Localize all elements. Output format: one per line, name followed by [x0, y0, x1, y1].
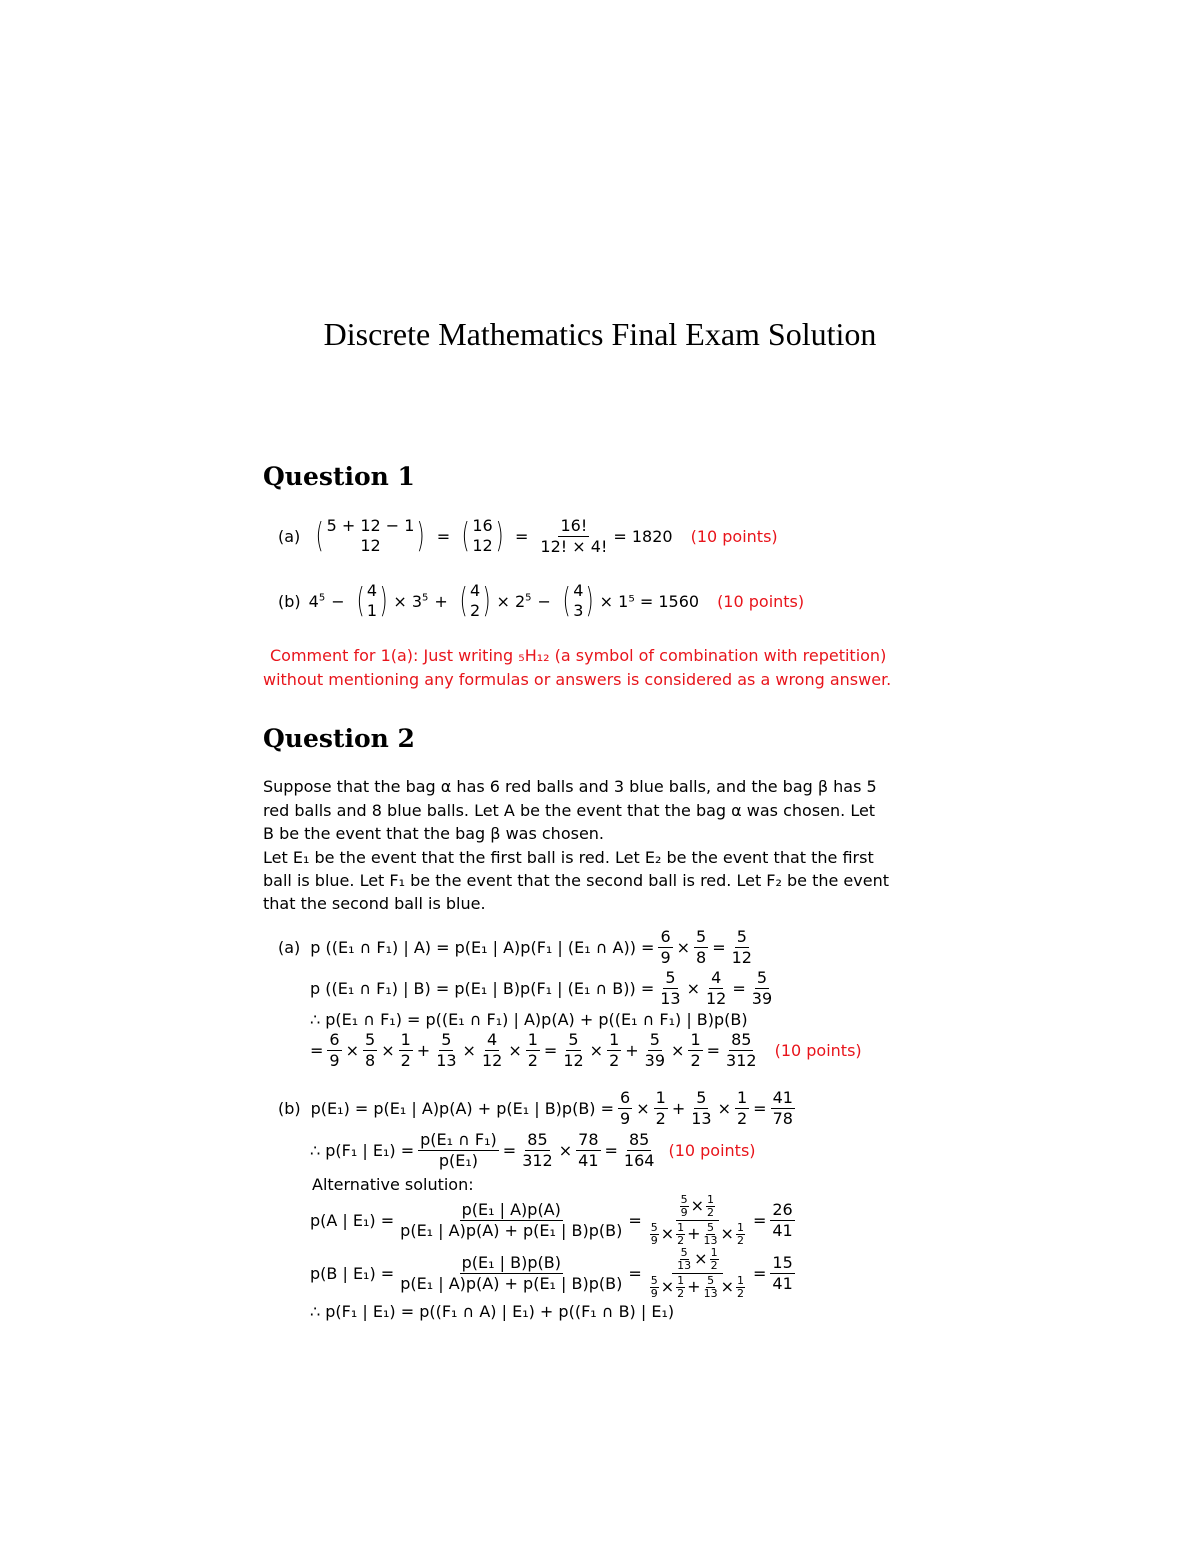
- q2b-eq1: p(E₁) = p(E₁ | A)p(A) + p(E₁ | B)p(B) =: [310, 1098, 615, 1118]
- q2-para-line: B be the event that the bag β was chosen.: [263, 824, 605, 843]
- factorial-fraction: $\frac{16!}{12! \times 4!}$: [540, 515, 608, 556]
- q1b-points: (10 points): [717, 591, 805, 611]
- q2a-line3: ∴ p(E₁ ∩ F₁) = p((E₁ ∩ F₁) | A)p(A) + p((E₁ ∩ F₁) | B)p(B): [310, 1010, 748, 1029]
- question-2-heading: Question 2: [263, 724, 415, 753]
- alt-pA-label: p(A | E₁) =: [310, 1210, 395, 1230]
- q2a-eq1: p ((E₁ ∩ F₁) | A) = p(E₁ | A)p(F₁ | (E₁ ∩ A)) =: [310, 937, 655, 957]
- page-title: Discrete Mathematics Final Exam Solution: [323, 316, 877, 352]
- q2b-line2: ∴ p(F₁ | E₁) = $\frac{\text{p(E₁ ∩ F₁)}}{\text{p(E₁)}}$ = $\frac{85}{312}$ × $\frac{78}{41}$ = $\frac{85}{164}$ (10 points): [310, 1129, 756, 1170]
- q1a-result: = 1820: [613, 526, 673, 546]
- binom-top: 16: [472, 516, 493, 535]
- q1-part-b: (b) $4^5$ − ( 4 1 ) × $3^5$ + ( 4 2 ) × $2^5$ − ( 4 3 ) × 1⁵ = 1560 (10 points): [278, 581, 805, 621]
- alt-pB-label: p(B | E₁) =: [310, 1263, 395, 1283]
- q1a-label: (a): [278, 526, 301, 546]
- binom-bottom: 12: [472, 536, 493, 555]
- alternative-solution-label: Alternative solution:: [312, 1175, 474, 1194]
- q1-comment-line1: Comment for 1(a): Just writing ₅H₁₂ (a symbol of combination with repetition): [270, 646, 887, 665]
- q2b-points: (10 points): [668, 1140, 756, 1160]
- final-line: ∴ p(F₁ | E₁) = p((F₁ ∩ A) | E₁) + p((F₁ ∩ B) | E₁): [310, 1302, 675, 1321]
- q2-para-line: Suppose that the bag α has 6 red balls and 3 blue balls, and the bag β has 5: [263, 777, 877, 796]
- q1a-points: (10 points): [690, 526, 778, 546]
- q2a-line2: p ((E₁ ∩ F₁) | B) = p(E₁ | B)p(F₁ | (E₁ ∩ B)) = $\frac{5}{13}$ × $\frac{4}{12}$ = $\frac{5}{39}$: [310, 967, 773, 1008]
- q1b-result: × 1⁵ = 1560: [599, 591, 700, 611]
- q2a-label: (a): [278, 937, 301, 957]
- question-1-heading: Question 1: [263, 462, 415, 491]
- binomial-16-12: ( 16 12 ): [461, 516, 504, 556]
- q2b-label: (b): [278, 1098, 301, 1118]
- q1-part-a: (a) ( 5 + 12 − 1 12 ) = ( 16 12 ) = $\frac{16!}{12! \times 4!}$ = 1820 (10 points): [278, 515, 778, 556]
- alt-pA-line: p(A | E₁) = $\frac{\text{p(E₁ | A)p(A)}}{\text{p(E₁ | A)p(A) + p(E₁ | B)p(B)}}$ = $\frac{5}{9}$ × $\frac{1}{2}$ $\frac{5}{9}$ × $\frac{1}{2}$ + $\frac{5}{13}$ × $\frac{1}{2}$ = $\frac{26}{41}$: [310, 1192, 793, 1247]
- binomial-5-12: ( 5 + 12 − 1 12 ): [315, 516, 426, 556]
- q2a-line1: (a) p ((E₁ ∩ F₁) | A) = p(E₁ | A)p(F₁ | (E₁ ∩ A)) = $\frac{6}{9}$ × $\frac{5}{8}$ = $\frac{5}{12}$: [278, 926, 752, 967]
- q2b-line1: (b) p(E₁) = p(E₁ | A)p(A) + p(E₁ | B)p(B) = $\frac{6}{9}$ × $\frac{1}{2}$ + $\frac{5}{13}$ × $\frac{1}{2}$ = $\frac{41}{78}$: [278, 1087, 793, 1128]
- q2a-line4: = $\frac{6}{9}$ × $\frac{5}{8}$ × $\frac{1}{2}$ + $\frac{5}{13}$ × $\frac{4}{12}$ × $\frac{1}{2}$ = $\frac{5}{12}$ × $\frac{1}{2}$ + $\frac{5}{39}$ × $\frac{1}{2}$ = $\frac{85}{312}$ (10 points): [310, 1029, 862, 1070]
- q2b-eq2: ∴ p(F₁ | E₁) =: [310, 1140, 415, 1160]
- binom-top: 5 + 12 − 1: [326, 516, 415, 535]
- q2-para-line: red balls and 8 blue balls. Let A be the event that the bag α was chosen. Let: [263, 801, 876, 820]
- q2-para-line: ball is blue. Let F₁ be the event that the second ball is red. Let F₂ be the event: [263, 871, 889, 890]
- q1b-label: (b): [278, 591, 301, 611]
- q2-para-line: that the second ball is blue.: [263, 894, 486, 913]
- q1-comment-line2: without mentioning any formulas or answers is considered as a wrong answer.: [263, 670, 892, 689]
- q2a-points: (10 points): [774, 1040, 862, 1060]
- binom-bottom: 12: [360, 536, 381, 555]
- q2a-eq2: p ((E₁ ∩ F₁) | B) = p(E₁ | B)p(F₁ | (E₁ ∩ B)) =: [310, 978, 655, 998]
- alt-pB-line: p(B | E₁) = $\frac{\text{p(E₁ | B)p(B)}}{\text{p(E₁ | A)p(A) + p(E₁ | B)p(B)}}$ = $\frac{5}{13}$ × $\frac{1}{2}$ $\frac{5}{9}$ × $\frac{1}{2}$ + $\frac{5}{13}$ × $\frac{1}{2}$ = $\frac{15}{41}$: [310, 1245, 793, 1300]
- q2-para-line: Let E₁ be the event that the first ball is red. Let E₂ be the event that the first: [263, 848, 874, 867]
